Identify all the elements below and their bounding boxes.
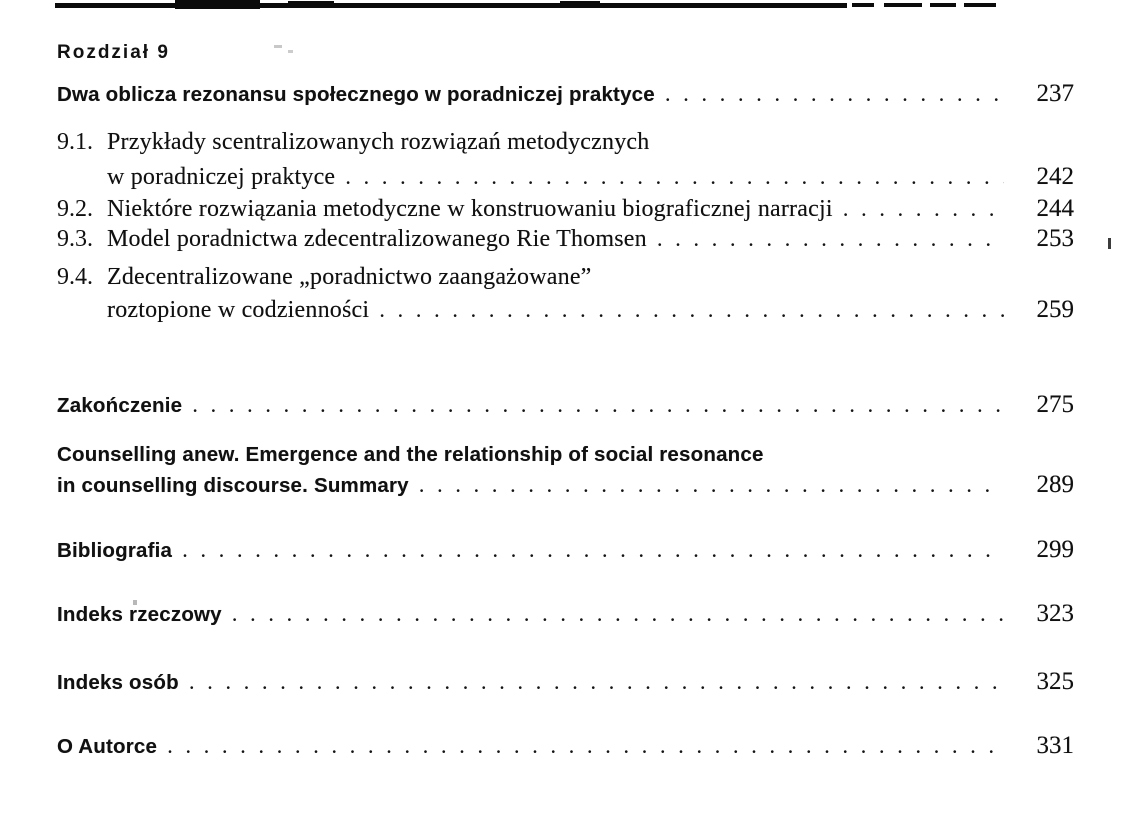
toc-entry-label: Bibliografia	[57, 539, 173, 562]
toc-entry-page: 299	[1036, 536, 1074, 563]
toc-entry-zakonczenie	[57, 391, 1074, 419]
dot-leader	[345, 163, 1004, 191]
toc-entry-page: 242	[1036, 163, 1074, 190]
toc-entry-summary-continued	[57, 471, 1074, 499]
toc-entry-label: in counselling discourse. Summary	[57, 474, 409, 497]
dot-leader	[167, 732, 1004, 760]
toc-entry-label: w poradniczej praktyce	[107, 164, 336, 190]
toc-entry-label: Model poradnictwa zdecentralizowanego Rie Thomsen	[107, 226, 647, 252]
toc-entry-page: 325	[1036, 668, 1074, 695]
toc-entry-label: Niektóre rozwiązania metodyczne w konstruowaniu biograficznej narracji	[107, 196, 833, 222]
scan-artifact-dash	[964, 3, 996, 7]
toc-entry-bibliografia	[57, 536, 1074, 564]
toc-entry-label: O Autorce	[57, 735, 158, 758]
toc-entry-label: Dwa oblicza rezonansu społecznego w poradniczej praktyce	[57, 83, 655, 106]
toc-entry-page: 289	[1036, 471, 1074, 498]
dot-leader	[232, 600, 1004, 628]
scan-artifact-speck	[288, 50, 293, 53]
toc-entry-page: 253	[1036, 225, 1074, 252]
dot-leader	[189, 668, 1004, 696]
chapter-heading: Rozdział 9	[57, 42, 170, 63]
dot-leader	[657, 225, 1004, 253]
toc-entry-label: Indeks osób	[57, 671, 179, 694]
scan-artifact-dash	[884, 3, 922, 7]
toc-entry-number: 9.1.	[57, 129, 93, 155]
toc-entry-number: 9.4.	[57, 264, 93, 290]
toc-entry-label: Zdecentralizowane „poradnictwo zaangażowane”	[107, 264, 592, 290]
toc-entry-page: 244	[1036, 195, 1074, 222]
toc-entry-page: 275	[1036, 391, 1074, 418]
toc-entry-label: Zakończenie	[57, 394, 183, 417]
toc-entry-number: 9.3.	[57, 226, 93, 252]
dot-leader	[192, 391, 1004, 419]
toc-entry-label: Przykłady scentralizowanych rozwiązań metodycznych	[107, 129, 650, 155]
toc-entry-page: 331	[1036, 732, 1074, 759]
dot-leader	[419, 471, 1004, 499]
scan-artifact-dash	[852, 3, 874, 7]
scan-artifact-top-bar	[55, 3, 847, 8]
toc-entry-9-1	[57, 128, 1074, 156]
toc-entry-page: 323	[1036, 600, 1074, 627]
toc-entry-page: 259	[1036, 296, 1074, 323]
toc-entry-chapter-title	[57, 80, 1074, 108]
toc-entry-label: roztopione w codzienności	[107, 297, 370, 323]
toc-entry-label: Counselling anew. Emergence and the relationship of social resonance	[57, 443, 764, 466]
toc-entry-9-2	[57, 195, 1074, 223]
toc-entry-summary	[57, 441, 1074, 469]
toc-entry-9-1-continued	[57, 163, 1074, 191]
dot-leader	[843, 195, 1004, 223]
scan-artifact-speck	[274, 45, 282, 48]
scan-artifact-blob	[175, 0, 260, 9]
toc-entry-number: 9.2.	[57, 196, 93, 222]
toc-entry-9-4	[57, 263, 1074, 291]
scan-artifact-blob	[560, 1, 600, 8]
dot-leader	[665, 80, 1004, 108]
toc-entry-9-4-continued	[57, 296, 1074, 324]
toc-entry-indeks-osob	[57, 668, 1074, 696]
toc-entry-page: 237	[1036, 80, 1074, 107]
dot-leader	[379, 296, 1004, 324]
toc-entry-9-3	[57, 225, 1074, 253]
scan-artifact-dash	[930, 3, 956, 7]
toc-entry-label: Indeks rzeczowy	[57, 603, 222, 626]
toc-entry-o-autorce	[57, 732, 1074, 760]
dot-leader	[182, 536, 1004, 564]
scan-artifact-blob	[288, 1, 334, 8]
scan-artifact-tick	[1108, 238, 1111, 249]
toc-entry-indeks-rzeczowy	[57, 600, 1074, 628]
